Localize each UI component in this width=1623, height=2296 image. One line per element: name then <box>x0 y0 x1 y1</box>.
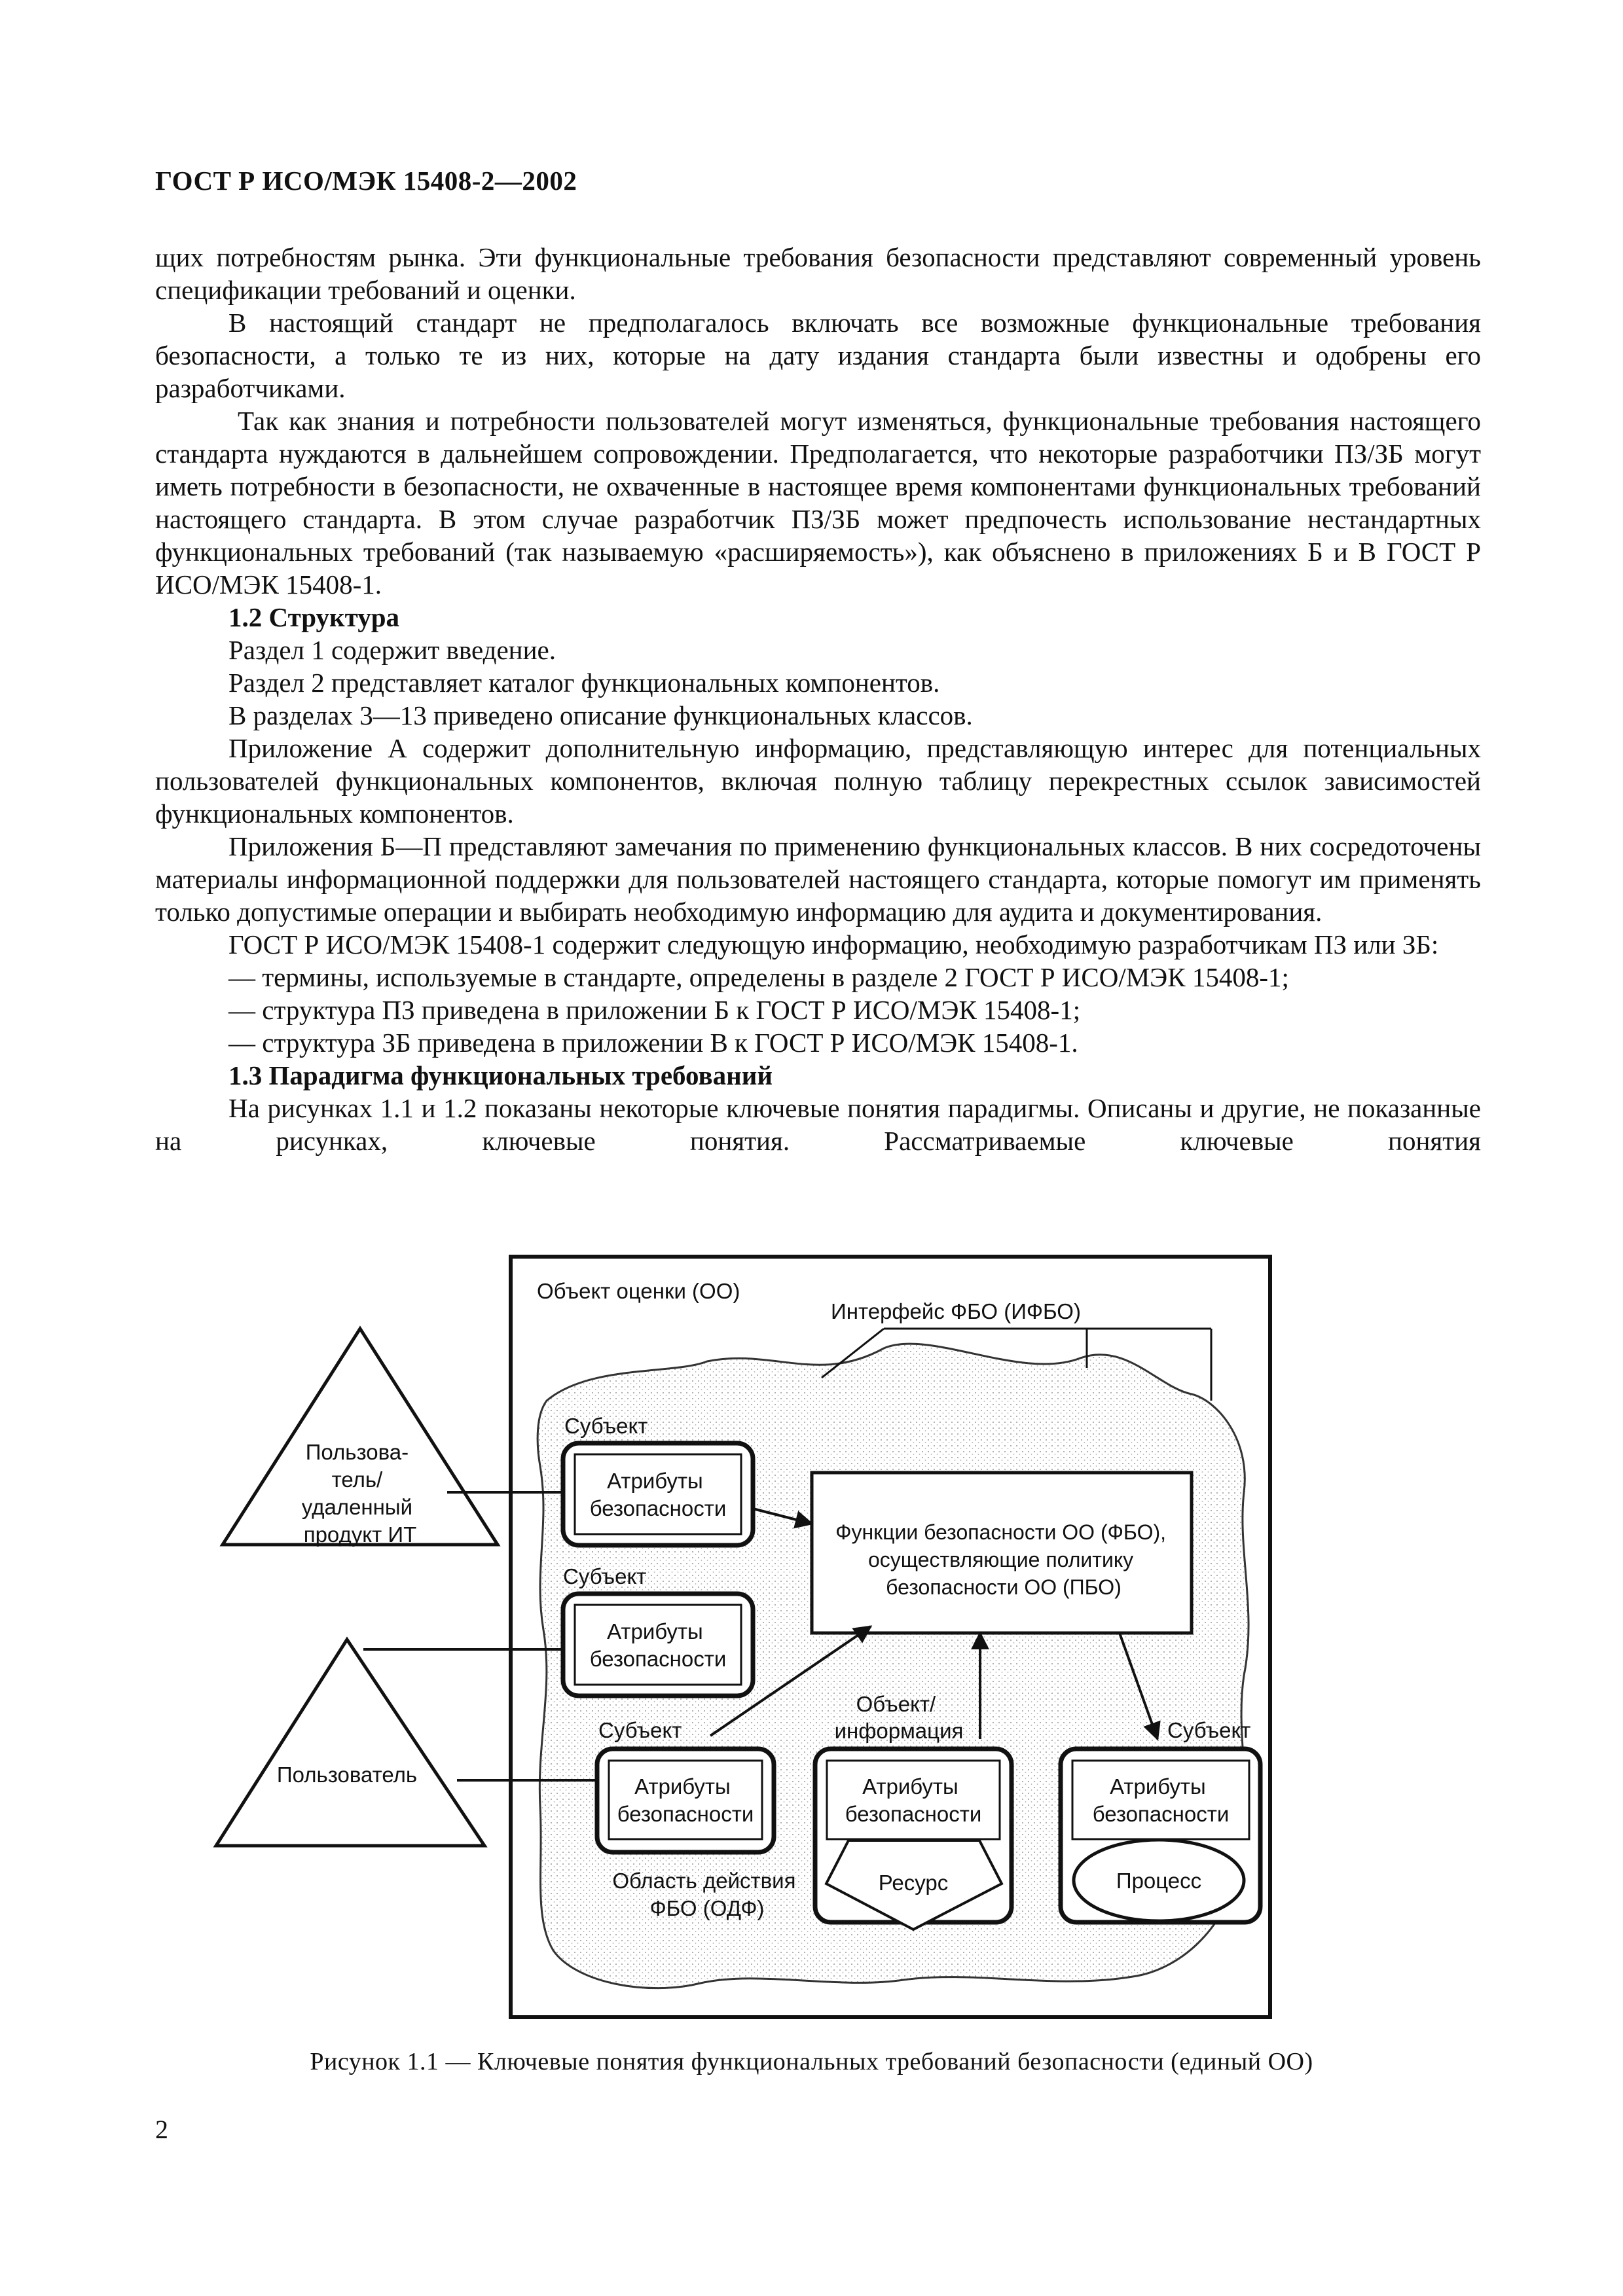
subject-label: Субъект <box>564 1414 648 1438</box>
subject-label: Субъект <box>563 1564 647 1588</box>
toe-label: Объект оценки (ОО) <box>537 1279 740 1303</box>
security-attributes-label: Атрибуты безопасности <box>1092 1774 1230 1826</box>
paragraph: щих потребностям рынка. Эти функциональные требования безопасности представляют современный уровень спецификации требований и оценки. <box>155 242 1481 305</box>
paragraph: В настоящий стандарт не предполагалось включать все возможные функциональные требования безопасности, а только те из них, которые на дату издания стандарта были известны и одобрены его разработчиками. <box>155 308 1481 403</box>
object-information-label: Объект/ информация <box>834 1692 964 1743</box>
paragraph: Приложение А содержит дополнительную информацию, представляющую интерес для потенциальных пользователей функциональных компонентов, включая полную таблицу перекрестных ссылок зависимостей функциональных компонентов. <box>155 733 1481 829</box>
security-attributes-label: Атрибуты безопасности <box>617 1774 754 1826</box>
figure-caption: Рисунок 1.1 — Ключевые понятия функциональных требований безопасности (единый ОО) <box>310 2048 1313 2075</box>
security-attributes-box <box>575 1454 741 1534</box>
tsc-label: Область действия ФБО (ОДФ) <box>612 1869 796 1920</box>
paragraph: ГОСТ Р ИСО/МЭК 15408-1 содержит следующую информацию, необходимую разработчикам ПЗ или ЗБ: <box>228 929 1439 960</box>
paragraph: В разделах 3—13 приведено описание функциональных классов. <box>228 700 973 730</box>
list-item: — термины, используемые в стандарте, определены в разделе 2 ГОСТ Р ИСО/МЭК 15408-1; <box>228 962 1289 992</box>
security-attributes-label: Атрибуты безопасности <box>845 1774 982 1826</box>
figure-1-1-diagram <box>196 1244 1322 2029</box>
paragraph: На рисунках 1.1 и 1.2 показаны некоторые ключевые понятия парадигмы. Описаны и другие, не показанные на рисунках, ключевые понятия. Рассматриваемые ключевые понятия <box>155 1093 1481 1156</box>
process-label: Процесс <box>1116 1869 1202 1893</box>
subject-label: Субъект <box>1167 1718 1251 1742</box>
section-heading-1-2: 1.2 Структура <box>228 602 399 632</box>
subject-label: Субъект <box>598 1718 682 1742</box>
paragraph: Так как знания и потребности пользователей могут изменяться, функциональные требования настоящего стандарта нуждаются в дальнейшем сопровождении. Предполагается, что некоторые разработчики ПЗ/ЗБ могут иметь потребности в безопасности, не охваченные в настоящее время компонентами функциональных требований настоящего стандарта. В этом случае разработчик ПЗ/ЗБ может предпочесть использование нестандартных функциональных требований (так называемую «расширяемость»), как объяснено в приложениях Б и В ГОСТ Р ИСО/МЭК 15408-1. <box>155 406 1481 600</box>
list-item: — структура ПЗ приведена в приложении Б к ГОСТ Р ИСО/МЭК 15408-1; <box>228 995 1081 1025</box>
user-triangle <box>216 1640 484 1846</box>
page-number: 2 <box>155 2115 168 2144</box>
list-item: — структура ЗБ приведена в приложении В к ГОСТ Р ИСО/МЭК 15408-1. <box>228 1028 1078 1058</box>
security-attributes-box <box>609 1761 762 1839</box>
paragraph: Приложения Б—П представляют замечания по применению функциональных классов. В них сосредоточены материалы информационной поддержки для пользователей настоящего стандарта, которые помогут им применять только допустимые операции и выбирать необходимую информацию для аудита и документирования. <box>155 831 1481 927</box>
security-attributes-box <box>575 1605 741 1685</box>
remote-user-label: Пользова- тель/ удаленный продукт ИТ <box>301 1440 417 1547</box>
resource-label: Ресурс <box>878 1871 949 1895</box>
security-attributes-box <box>827 1761 1000 1839</box>
section-heading-1-3: 1.3 Парадигма функциональных требований <box>228 1060 773 1090</box>
tsfi-label: Интерфейс ФБО (ИФБО) <box>831 1299 1081 1323</box>
paragraph: Раздел 1 содержит введение. <box>228 635 556 665</box>
document-header: ГОСТ Р ИСО/МЭК 15408-2—2002 <box>155 166 577 196</box>
security-attributes-label: Атрибуты безопасности <box>589 1469 727 1520</box>
tsf-label: Функции безопасности ОО (ФБО), осуществляющие политику безопасности ОО (ПБО) <box>835 1520 1166 1599</box>
user-label: Пользователь <box>276 1763 418 1787</box>
security-attributes-label: Атрибуты безопасности <box>589 1619 727 1671</box>
paragraph: Раздел 2 представляет каталог функциональных компонентов. <box>228 668 940 698</box>
security-attributes-box <box>1072 1761 1249 1839</box>
body-text <box>155 241 1481 1157</box>
